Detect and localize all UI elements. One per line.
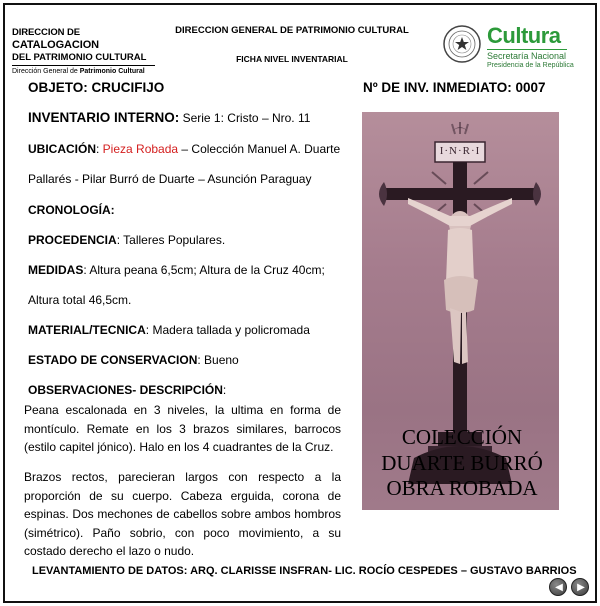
overlay-line-1: COLECCIÓN — [401, 425, 523, 449]
observaciones-colon: : — [222, 383, 227, 397]
cultura-subtitle: Secretaría Nacional — [487, 51, 567, 61]
dept-line3-prefix: Dirección General de — [12, 68, 78, 75]
cultura-subtitle2: Presidencia de la República — [487, 62, 574, 69]
estado-value: : Bueno — [197, 353, 239, 367]
header-subtitle: FICHA NIVEL INVENTARIAL — [236, 54, 348, 64]
material-label: MATERIAL/TECNICA — [28, 323, 146, 337]
interno-value: Serie 1: Cristo – Nro. 11 — [179, 111, 311, 125]
material-value: : Madera tallada y policromada — [145, 323, 310, 337]
ubicacion-label: UBICACIÓN — [28, 142, 96, 156]
cronologia-field — [28, 203, 115, 217]
ubicacion-value: – Colección Manuel A. Duarte — [178, 142, 341, 156]
estado-field — [28, 353, 239, 367]
stolen-piece-label: Pieza Robada — [102, 142, 179, 156]
description-paragraph-1: Peana escalonada en 3 niveles, la ultima en forma de montículo. Remate en los 3 brazos similares, barrocos (estilo capitel jónico). Halo en los 4 cuadrantes de la Cruz. — [24, 403, 341, 454]
medidas-field-2: Altura total 46,5cm. — [28, 293, 132, 307]
overlay-line-3: OBRA ROBADA — [386, 476, 538, 500]
department-logo — [12, 27, 155, 77]
inri-plaque: I·N·R·I — [439, 145, 481, 157]
arrow-left-icon: ◀ — [555, 582, 563, 593]
overlay-line-2: DUARTE BURRÓ — [381, 450, 543, 475]
ubicacion-field-2: Pallarés - Pilar Burró de Duarte – Asunción Paraguay — [28, 172, 312, 186]
interno-label: INVENTARIO INTERNO: — [28, 110, 180, 125]
header-title: DIRECCION GENERAL DE PATRIMONIO CULTURAL — [175, 25, 409, 36]
footer-credits: LEVANTAMIENTO DE DATOS: ARQ. CLARISSE INSFRAN- LIC. ROCÍO CESPEDES – GUSTAVO BARRIOS — [32, 565, 577, 577]
ubicacion-sep: : — [96, 142, 103, 156]
prev-page-button[interactable] — [549, 578, 567, 596]
ubicacion-field — [28, 142, 340, 156]
cultura-logo — [487, 24, 587, 70]
medidas-field — [28, 263, 325, 277]
cronologia-label: CRONOLOGÍA: — [28, 203, 115, 217]
dept-line1-big: CATALOGACION — [12, 39, 99, 51]
objeto-field: OBJETO: CRUCIFIJO — [28, 80, 165, 95]
procedencia-field — [28, 233, 225, 247]
cultura-title: Cultura — [487, 23, 561, 48]
inventory-number: Nº DE INV. INMEDIATO: 0007 — [363, 80, 546, 95]
observaciones-label: OBSERVACIONES- DESCRIPCIÓN — [28, 383, 223, 397]
medidas-label: MEDIDAS — [28, 263, 84, 277]
material-field — [28, 323, 310, 337]
medidas-value: : Altura peana 6,5cm; Altura de la Cruz 40cm; — [83, 263, 325, 277]
arrow-right-icon: ▶ — [577, 582, 585, 593]
estado-label: ESTADO DE CONSERVACION — [28, 353, 198, 367]
dept-line1-prefix: DIRECCION DE — [12, 27, 80, 38]
procedencia-label: PROCEDENCIA — [28, 233, 117, 247]
dept-line3-bold: Patrimonio Cultural — [79, 68, 145, 75]
dept-line2: DEL PATRIMONIO CULTURAL — [12, 52, 155, 66]
national-seal-icon — [442, 24, 482, 64]
description-paragraph-2: Brazos rectos, parecieran largos con respecto a la proporción de su cuerpo. Cabeza erguida, corona de espinas. Dos mechones de cabellos sobre ambos hombros (simétrico). Paño sobrio, con poco movimiento, a su costado derecho el lazo o nudo. — [24, 470, 341, 558]
inventario-interno-field — [28, 111, 310, 125]
stolen-overlay-text — [362, 425, 562, 502]
next-page-button[interactable] — [571, 578, 589, 596]
procedencia-value: : Talleres Populares. — [116, 233, 226, 247]
observaciones-field — [28, 383, 226, 397]
